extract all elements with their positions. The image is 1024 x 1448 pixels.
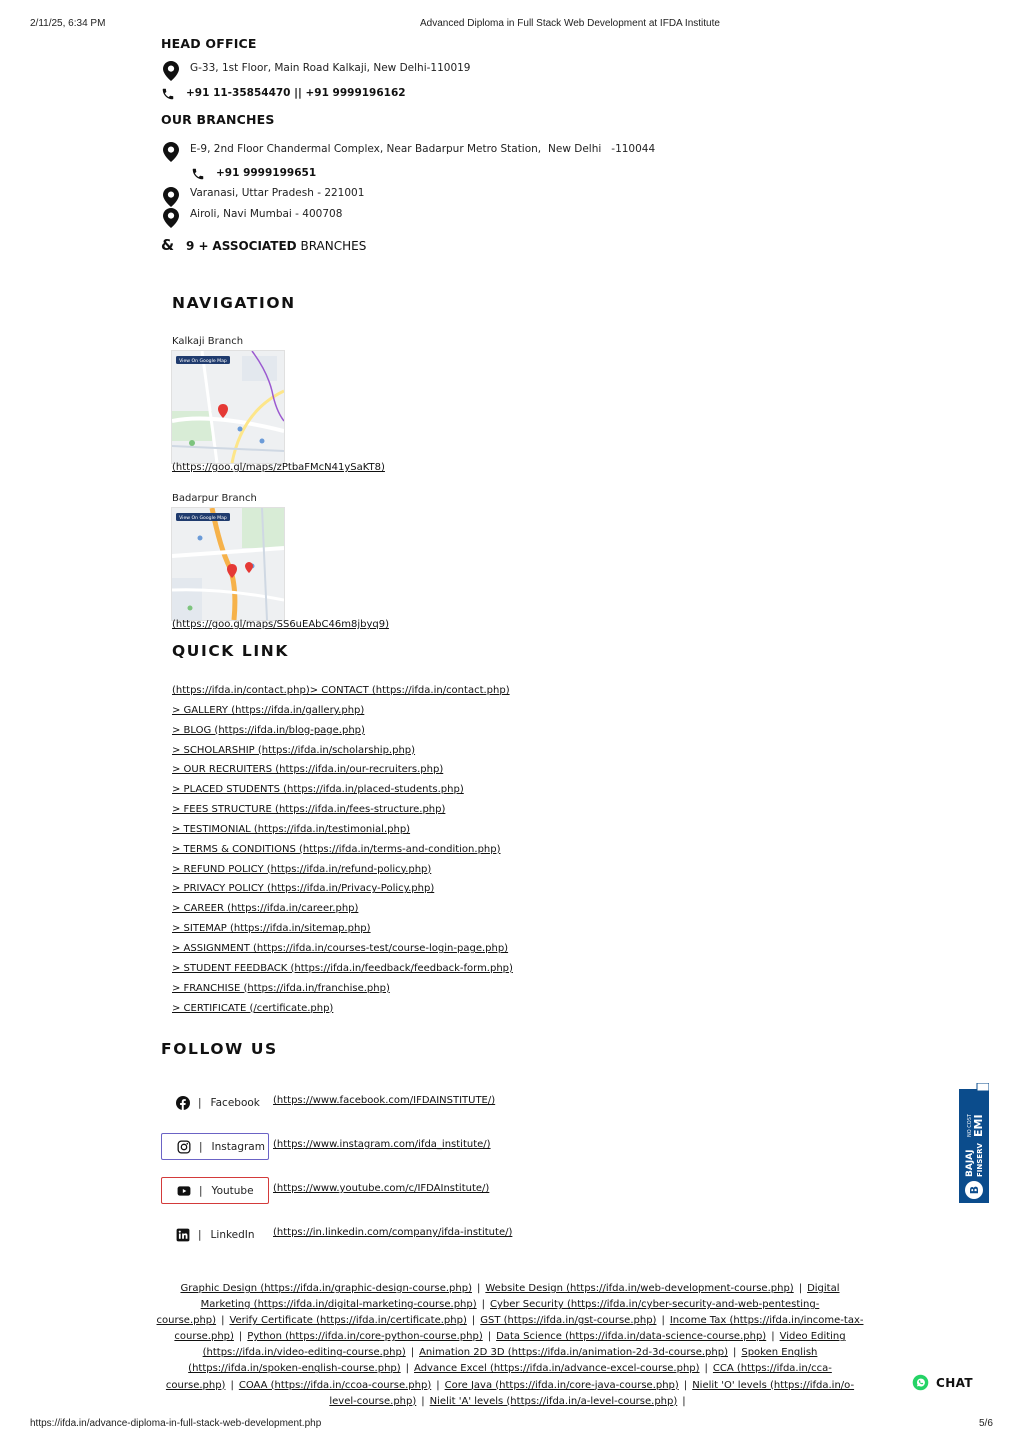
footer-link[interactable]: Spoken English (https://ifda.in/spoken-english-course.php)	[188, 1347, 818, 1375]
kalkaji-branch-label: Kalkaji Branch	[172, 336, 244, 347]
quick-link-privacy-policy[interactable]: > PRIVACY POLICY (https://ifda.in/Privacy-Policy.php)	[172, 883, 435, 895]
footer-link[interactable]: Core Java (https://ifda.in/core-java-course.php)	[444, 1379, 679, 1391]
footer-link[interactable]: Nielit 'O' levels (https://ifda.in/o-level-course.php)	[329, 1379, 855, 1407]
linkedin-link[interactable]: (https://in.linkedin.com/company/ifda-institute/)	[273, 1227, 513, 1238]
badarpur-map-image[interactable]	[171, 507, 285, 621]
branch-badarpur-city: New Delhi -110044	[548, 143, 656, 155]
youtube-button[interactable]	[161, 1177, 269, 1204]
footer-link[interactable]: Advance Excel (https://ifda.in/advance-excel-course.php)	[414, 1363, 700, 1375]
footer-link[interactable]: Cyber Security (https://ifda.in/cyber-security-and-web-pentesting-course.php)	[156, 1299, 820, 1327]
separator: |	[771, 1331, 775, 1343]
location-pin-icon	[163, 61, 179, 86]
linkedin-label: LinkedIn	[210, 1228, 255, 1241]
instagram-icon	[177, 1140, 191, 1154]
separator: |	[476, 1283, 481, 1294]
separator: |	[732, 1347, 737, 1359]
separator: |	[661, 1315, 665, 1327]
branches-heading: OUR BRANCHES	[161, 112, 275, 127]
branch-varanasi-address: Varanasi, Uttar Pradesh - 221001	[190, 187, 365, 199]
instagram-button[interactable]	[161, 1133, 269, 1160]
separator: |	[471, 1315, 476, 1327]
footer-link[interactable]: Data Science (https://ifda.in/data-science-course.php)	[496, 1331, 767, 1343]
linkedin-button[interactable]	[161, 1221, 269, 1248]
youtube-icon	[177, 1184, 191, 1198]
footer-link[interactable]: Website Design (https://ifda.in/web-development-course.php)	[485, 1283, 794, 1294]
head-office-heading: HEAD OFFICE	[161, 36, 257, 51]
no-cost-label: NO COST	[967, 1114, 973, 1137]
quick-link-list	[172, 681, 513, 1018]
bajaj-logo-icon: B	[968, 1185, 981, 1195]
footer-course-links	[155, 1281, 865, 1410]
separator: |	[198, 1096, 202, 1109]
bajaj-sub: FINSERV	[976, 1143, 984, 1177]
bajaj-emi-badge[interactable]	[959, 1083, 989, 1208]
facebook-icon	[176, 1096, 190, 1110]
location-pin-icon	[163, 208, 179, 233]
separator: |	[481, 1299, 486, 1311]
quick-link-franchise[interactable]: > FRANCHISE (https://ifda.in/franchise.php)	[172, 982, 390, 994]
print-datetime: 2/11/25, 6:34 PM	[30, 18, 106, 29]
separator: |	[410, 1347, 415, 1359]
quick-link-refund-policy[interactable]: > REFUND POLICY (https://ifda.in/refund-policy.php)	[172, 863, 432, 875]
footer-link[interactable]: Nielit 'A' levels (https://ifda.in/a-level-course.php)	[429, 1395, 678, 1407]
head-office-address: G-33, 1st Floor, Main Road Kalkaji, New Delhi-110019	[190, 62, 471, 74]
emi-label: EMI	[972, 1114, 985, 1137]
quick-link-terms[interactable]: > TERMS & CONDITIONS (https://ifda.in/terms-and-condition.php)	[172, 843, 501, 855]
chat-label: CHAT	[936, 1375, 973, 1390]
quick-link-recruiters[interactable]: > OUR RECRUITERS (https://ifda.in/our-recruiters.php)	[172, 764, 444, 776]
kalkaji-map-link[interactable]: (https://goo.gl/maps/zPtbaFMcN41ySaKT8)	[172, 462, 385, 473]
youtube-label: Youtube	[211, 1184, 254, 1197]
associated-branches	[186, 239, 366, 253]
quick-link-blog[interactable]: > BLOG (https://ifda.in/blog-page.php)	[172, 724, 365, 736]
facebook-link[interactable]: (https://www.facebook.com/IFDAINSTITUTE/)	[273, 1095, 496, 1106]
footer-link[interactable]: GST (https://ifda.in/gst-course.php)	[480, 1315, 657, 1327]
footer-link[interactable]: Animation 2D 3D (https://ifda.in/animation-2d-3d-course.php)	[419, 1347, 728, 1359]
quick-link-fees-structure[interactable]: > FEES STRUCTURE (https://ifda.in/fees-structure.php)	[172, 804, 446, 816]
associated-rest: BRANCHES	[300, 239, 367, 253]
associated-bold: ASSOCIATED	[212, 239, 297, 253]
footer-link[interactable]: CCA (https://ifda.in/cca-course.php)	[165, 1363, 832, 1391]
footer-link[interactable]: Verify Certificate (https://ifda.in/certificate.php)	[229, 1315, 467, 1327]
instagram-label: Instagram	[211, 1140, 265, 1153]
badarpur-map-link[interactable]: (https://goo.gl/maps/SS6uEAbC46m8jbyq9)	[172, 619, 389, 630]
quick-link-contact[interactable]: (https://ifda.in/contact.php)> CONTACT (https://ifda.in/contact.php)	[172, 685, 510, 696]
quick-link-heading: QUICK LINK	[172, 642, 289, 660]
print-url: https://ifda.in/advance-diploma-in-full-stack-web-development.php	[30, 1418, 322, 1429]
print-page-number: 5/6	[979, 1418, 993, 1429]
quick-link-career[interactable]: > CAREER (https://ifda.in/career.php)	[172, 903, 359, 915]
separator: |	[238, 1331, 243, 1343]
youtube-link[interactable]: (https://www.youtube.com/c/IFDAInstitute/)	[273, 1183, 490, 1194]
footer-link[interactable]: Video Editing (https://ifda.in/video-editing-course.php)	[202, 1331, 846, 1359]
separator: |	[487, 1331, 492, 1343]
follow-us-heading: FOLLOW US	[161, 1040, 278, 1058]
quick-link-sitemap[interactable]: > SITEMAP (https://ifda.in/sitemap.php)	[172, 923, 371, 935]
footer-link[interactable]: COAA (https://ifda.in/ccoa-course.php)	[238, 1379, 432, 1391]
instagram-link[interactable]: (https://www.instagram.com/ifda_institute/)	[273, 1139, 491, 1150]
linkedin-icon	[176, 1228, 190, 1242]
separator: |	[198, 1228, 202, 1241]
footer-link[interactable]: Python (https://ifda.in/core-python-course.php)	[247, 1331, 483, 1343]
footer-link[interactable]: Graphic Design (https://ifda.in/graphic-design-course.php)	[180, 1283, 472, 1294]
map-button-label: View On Google Map	[179, 359, 227, 364]
separator: |	[798, 1283, 803, 1294]
footer-link[interactable]: Income Tax (https://ifda.in/income-tax-course.php)	[174, 1315, 864, 1343]
separator: |	[421, 1395, 425, 1407]
print-title: Advanced Diploma in Full Stack Web Development at IFDA Institute	[420, 18, 720, 29]
badarpur-branch-label: Badarpur Branch	[172, 493, 257, 504]
branch-badarpur-address: E-9, 2nd Floor Chandermal Complex, Near Badarpur Metro Station,	[190, 143, 542, 155]
phone-icon	[161, 87, 175, 106]
quick-link-assignment[interactable]: > ASSIGNMENT (https://ifda.in/courses-test/course-login-page.php)	[172, 942, 509, 954]
facebook-label: Facebook	[210, 1096, 260, 1109]
separator: |	[682, 1395, 686, 1407]
quick-link-scholarship[interactable]: > SCHOLARSHIP (https://ifda.in/scholarship.php)	[172, 744, 416, 756]
separator: |	[683, 1379, 688, 1391]
separator: |	[436, 1379, 440, 1391]
separator: |	[405, 1363, 410, 1375]
bajaj-brand: BAJAJ	[965, 1149, 975, 1177]
branch-badarpur-phone[interactable]: +91 9999199651	[216, 167, 317, 179]
quick-link-placed-students[interactable]: > PLACED STUDENTS (https://ifda.in/placed-students.php)	[172, 784, 464, 796]
separator: |	[199, 1140, 203, 1153]
separator: |	[704, 1363, 708, 1375]
separator: |	[230, 1379, 234, 1391]
quick-link-student-feedback[interactable]: > STUDENT FEEDBACK (https://ifda.in/feedback/feedback-form.php)	[172, 962, 513, 974]
phone-icon	[191, 167, 205, 186]
location-pin-icon	[163, 142, 179, 167]
chat-button[interactable]	[912, 1374, 973, 1391]
footer-link[interactable]: Digital Marketing (https://ifda.in/digital-marketing-course.php)	[200, 1283, 840, 1311]
whatsapp-icon	[912, 1374, 929, 1391]
branch-airoli-address: Airoli, Navi Mumbai - 400708	[190, 208, 343, 220]
associated-count: 9 +	[186, 239, 209, 253]
quick-link-gallery[interactable]: > GALLERY (https://ifda.in/gallery.php)	[172, 704, 365, 716]
head-office-phones[interactable]: +91 11-35854470 || +91 9999196162	[186, 87, 406, 99]
quick-link-testimonial[interactable]: > TESTIMONIAL (https://ifda.in/testimonial.php)	[172, 823, 411, 835]
separator: |	[199, 1184, 203, 1197]
map-button-label: View On Google Map	[179, 516, 227, 521]
navigation-heading: NAVIGATION	[172, 294, 296, 312]
kalkaji-map-image[interactable]	[171, 350, 285, 464]
ampersand-icon: &	[161, 236, 175, 254]
quick-link-certificate[interactable]: > CERTIFICATE (/certificate.php)	[172, 1002, 334, 1014]
separator: |	[221, 1315, 225, 1327]
facebook-button[interactable]	[161, 1089, 269, 1116]
